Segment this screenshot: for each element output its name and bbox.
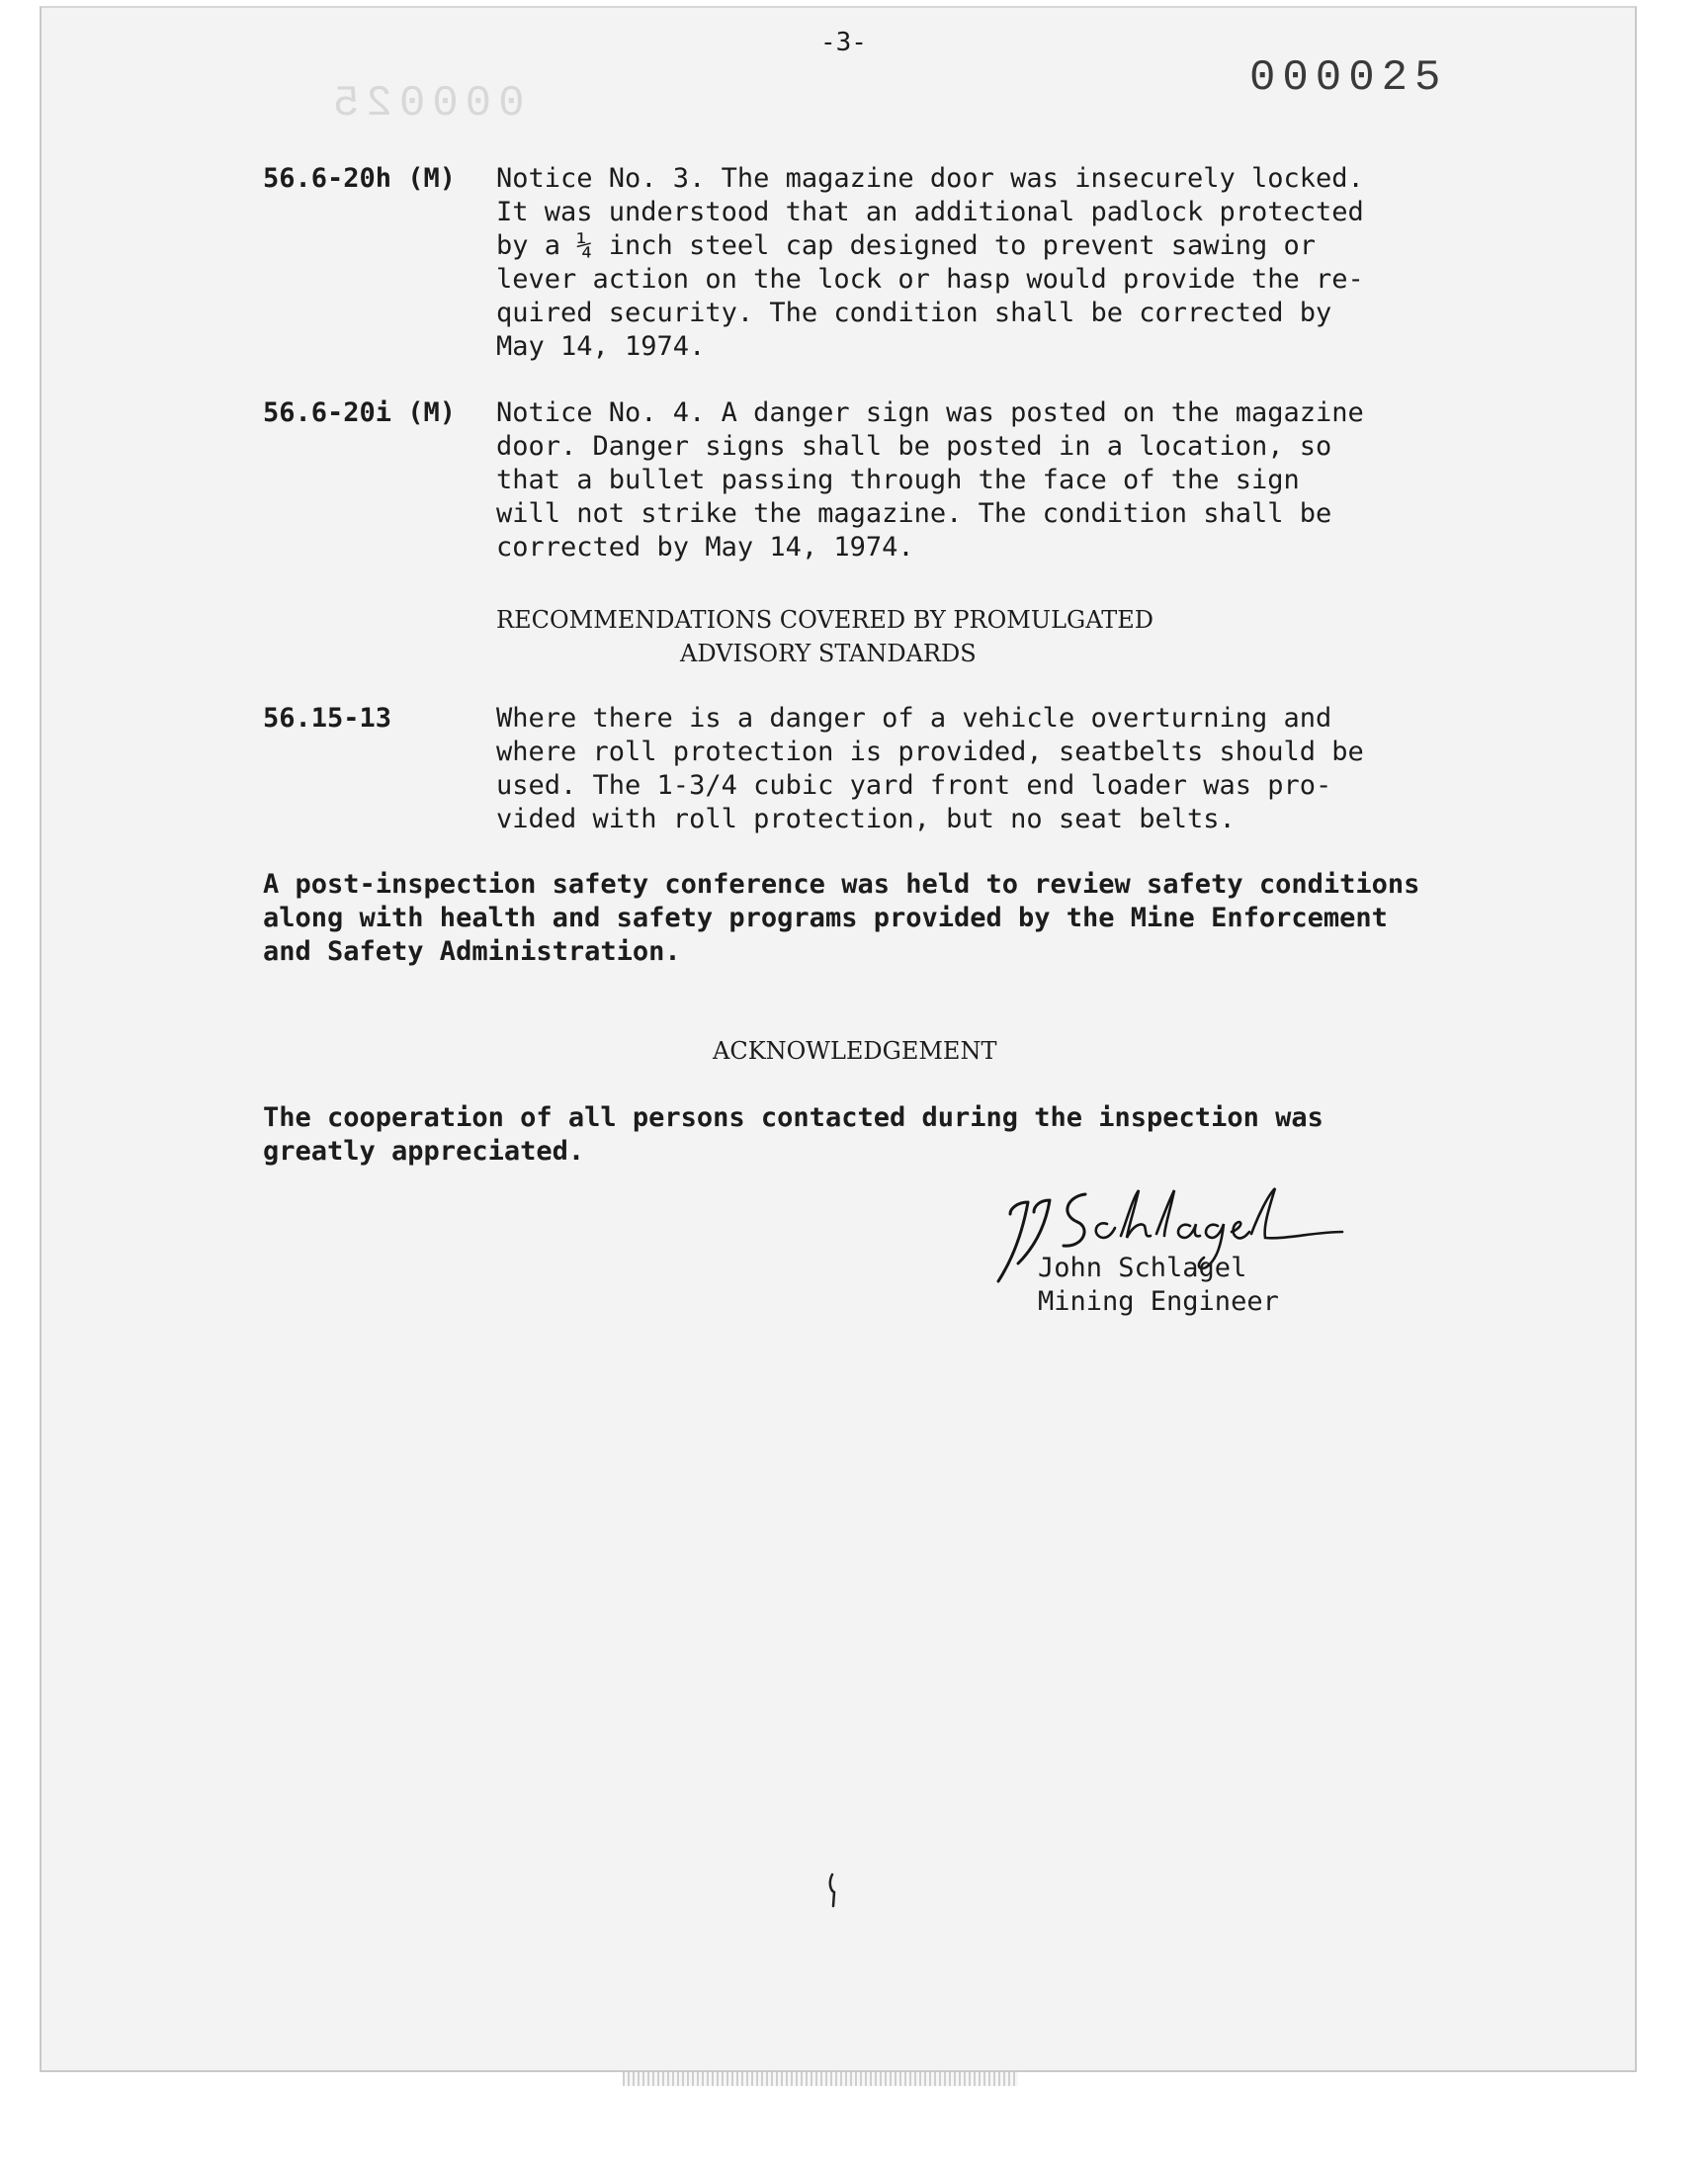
text-line: that a bullet passing through the face of the sign xyxy=(496,465,1300,495)
scan-artifact xyxy=(623,2072,1018,2086)
text-line: Notice No. 4. A danger sign was posted on the magazine xyxy=(496,397,1364,428)
bleed-through-number: 000025 xyxy=(326,79,525,129)
text-line: greatly appreciated. xyxy=(263,1136,585,1167)
text-line: where roll protection is provided, seatbelts should be xyxy=(496,737,1364,767)
signer-name: John Schlagel xyxy=(1038,1253,1247,1283)
text-line: vided with roll protection, but no seat belts. xyxy=(496,804,1236,834)
page-number: -3- xyxy=(820,28,867,57)
text-line: corrected by May 14, 1974. xyxy=(496,532,914,563)
text-line: lever action on the lock or hasp would provide the re- xyxy=(496,264,1364,295)
text-line: and Safety Administration. xyxy=(263,936,681,967)
recommendation-code: 56.15-13 xyxy=(263,703,392,734)
text-line: It was understood that an additional padlock protected xyxy=(496,197,1364,227)
text-line: quired security. The condition shall be corrected by xyxy=(496,298,1332,328)
recommendations-subheading: ADVISORY STANDARDS xyxy=(680,640,977,667)
text-line: May 14, 1974. xyxy=(496,331,706,362)
text-line: used. The 1-3/4 cubic yard front end loader was pro- xyxy=(496,770,1332,801)
acknowledgement-heading: ACKNOWLEDGEMENT xyxy=(713,1037,997,1065)
item-code: 56.6-20i (M) xyxy=(263,397,457,428)
text-line: door. Danger signs shall be posted in a location, so xyxy=(496,431,1332,462)
item-text xyxy=(496,396,1364,565)
text-line: will not strike the magazine. The condition shall be xyxy=(496,498,1332,529)
text-line: by a ¼ inch steel cap designed to prevent sawing or xyxy=(496,230,1317,261)
stray-mark xyxy=(826,1870,840,1910)
text-line: The cooperation of all persons contacted during the inspection was xyxy=(263,1102,1324,1133)
item-code: 56.6-20h (M) xyxy=(263,163,457,194)
text-line: along with health and safety programs provided by the Mine Enforcement xyxy=(263,903,1388,933)
conference-paragraph xyxy=(263,868,1419,969)
text-line: Notice No. 3. The magazine door was insecurely locked. xyxy=(496,163,1364,194)
acknowledgement-paragraph xyxy=(263,1101,1324,1169)
text-line: Where there is a danger of a vehicle overturning and xyxy=(496,703,1332,734)
text-line: A post-inspection safety conference was held to review safety conditions xyxy=(263,869,1420,900)
signer-title: Mining Engineer xyxy=(1038,1286,1279,1317)
item-text xyxy=(496,162,1364,364)
document-number: 000025 xyxy=(1249,53,1448,103)
recommendations-heading: RECOMMENDATIONS COVERED BY PROMULGATED xyxy=(496,606,1154,634)
signature-block xyxy=(1038,1252,1279,1319)
recommendation-text xyxy=(496,702,1364,836)
